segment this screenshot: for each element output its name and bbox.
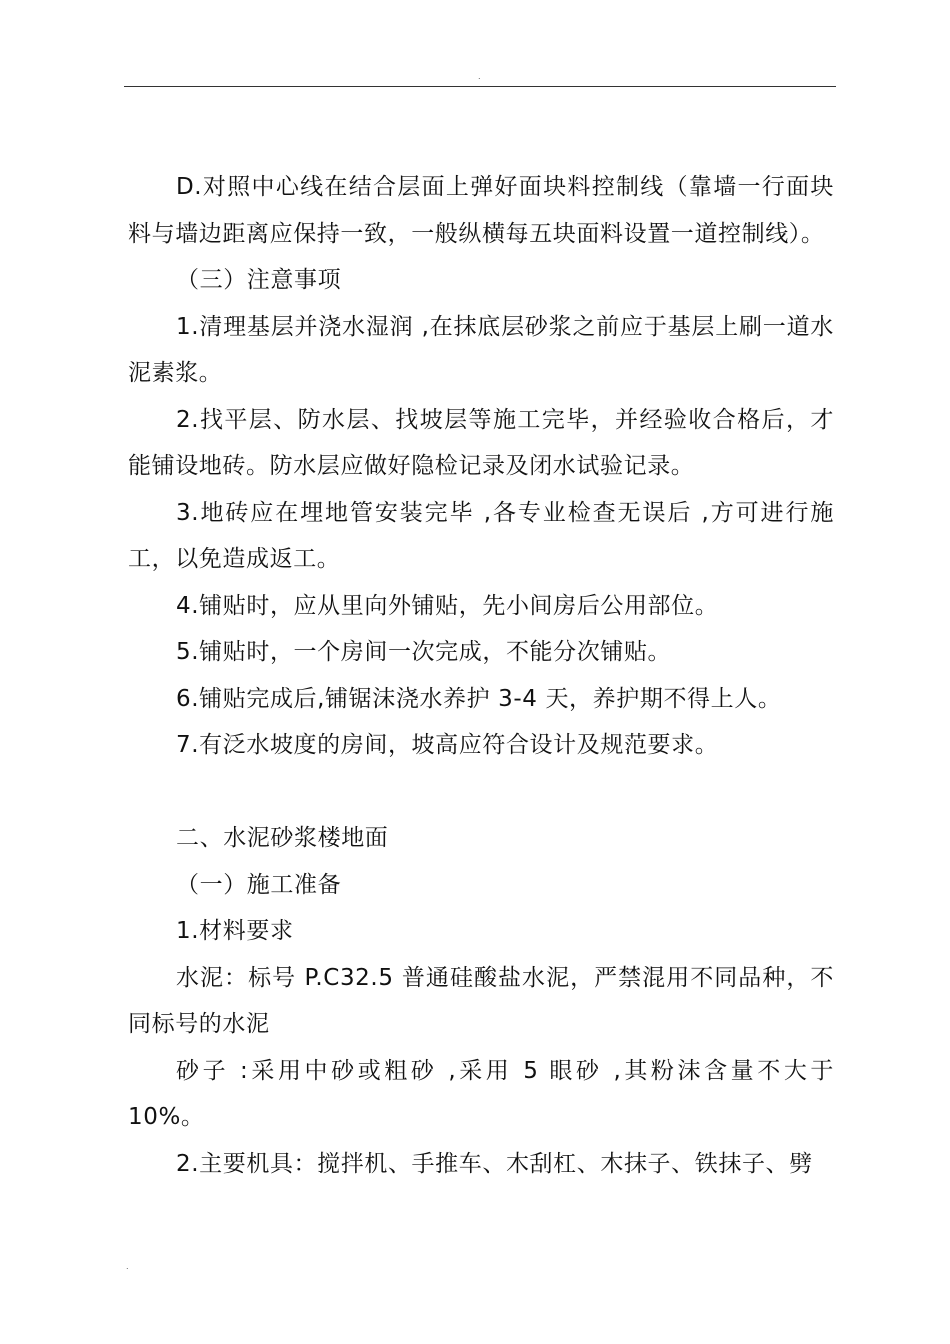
header-dot: . <box>478 72 481 81</box>
paragraph-item-2: 2.找平层、防水层、找坡层等施工完毕，并经验收合格后，才能铺设地砖。防水层应做好隐检记录及闭水试验记录。 <box>128 406 834 479</box>
heading-preparation: （一）施工准备 <box>176 871 342 898</box>
paragraph-cement: 水泥：标号 P.C32.5 普通硅酸盐水泥，严禁混用不同品种，不同标号的水泥 <box>128 964 834 1037</box>
paragraph-item-6: 6.铺贴完成后,铺锯沫浇水养护 3-4 天，养护期不得上人。 <box>176 685 782 712</box>
footer-dot: . <box>126 1262 129 1271</box>
paragraph-item-1: 1.清理基层并浇水湿润 ,在抹底层砂浆之前应于基层上刷一道水泥素浆。 <box>128 313 834 386</box>
paragraph-item-7: 7.有泛水坡度的房间，坡高应符合设计及规范要求。 <box>176 732 719 758</box>
paragraph-item-5: 5.铺贴时，一个房间一次完成，不能分次铺贴。 <box>176 639 672 665</box>
heading-precautions: （三）注意事项 <box>176 267 342 293</box>
heading-section-2: 二、水泥砂浆楼地面 <box>176 825 389 851</box>
paragraph-item-4: 4.铺贴时，应从里向外铺贴，先小间房后公用部位。 <box>176 592 719 619</box>
heading-material-requirements: 1.材料要求 <box>176 918 294 944</box>
paragraph-sand: 砂子 :采用中砂或粗砂 ,采用 5 眼砂 ,其粉沫含量不大于 10%。 <box>128 1057 834 1130</box>
blank-line <box>128 769 834 816</box>
paragraph-item-3: 3.地砖应在埋地管安装完毕 ,各专业检查无误后 ,方可进行施工，以免造成返工。 <box>128 499 834 572</box>
document-body <box>128 164 834 1187</box>
paragraph-tools: 2.主要机具：搅拌机、手推车、木刮杠、木抹子、铁抹子、劈 <box>176 1150 813 1177</box>
paragraph-d-control-lines: D.对照中心线在结合层面上弹好面块料控制线（靠墙一行面块料与墙边距离应保持一致，一般纵横每五块面料设置一道控制线）。 <box>128 174 834 247</box>
header-rule <box>124 86 836 87</box>
